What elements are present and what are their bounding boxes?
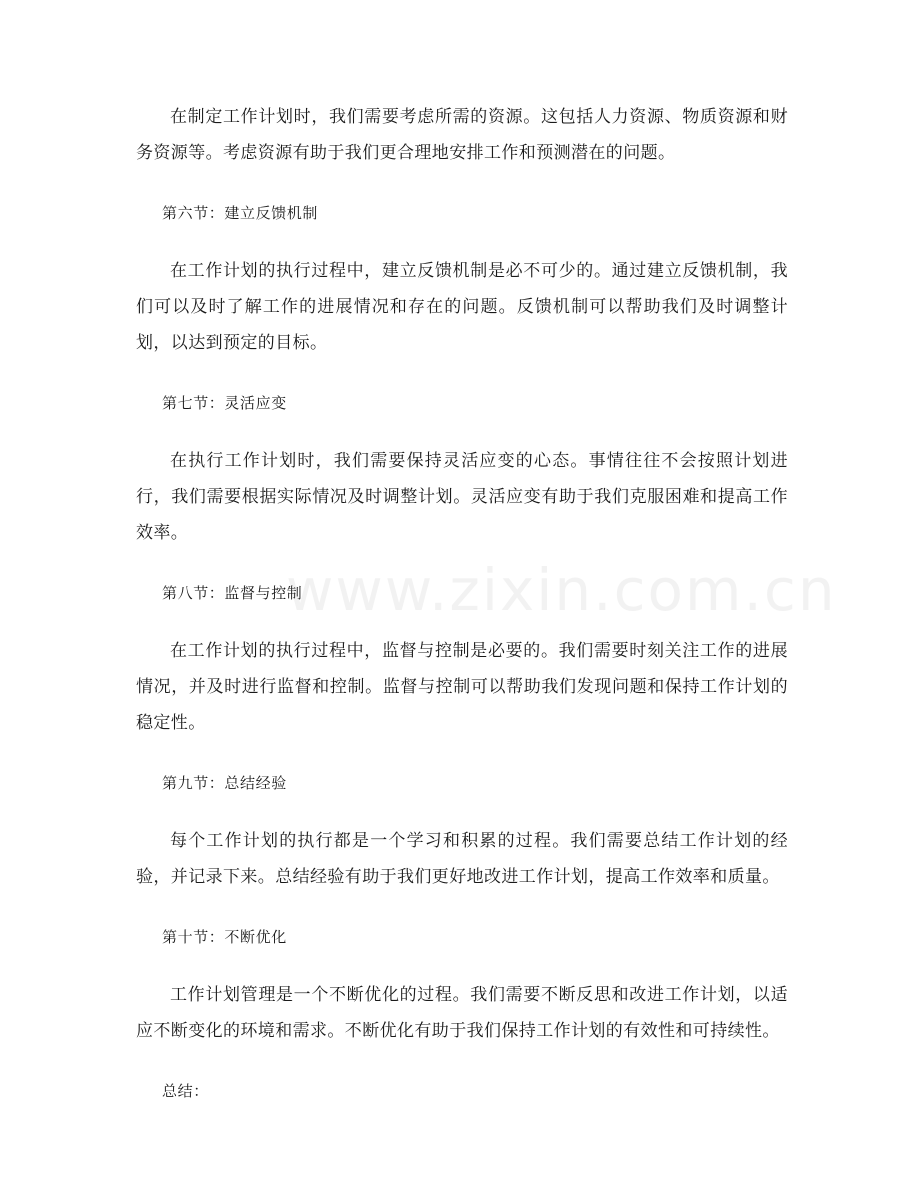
section-heading-10: 第十节：不断优化 (162, 928, 287, 946)
paragraph-resources: 在制定工作计划时，我们需要考虑所需的资源。这包括人力资源、物质资源和财务资源等。考虑资源有助于我们更合理地安排工作和预测潜在的问题。 (136, 107, 788, 163)
section-heading-6: 第六节：建立反馈机制 (162, 204, 319, 222)
watermark-text: www.zixin.com.cn (286, 556, 837, 624)
section-heading-7: 第七节：灵活应变 (162, 394, 287, 412)
document-body (136, 99, 788, 1109)
section-heading-9: 第九节：总结经验 (162, 774, 287, 792)
paragraph-feedback: 在工作计划的执行过程中，建立反馈机制是必不可少的。通过建立反馈机制，我们可以及时了解工作的进展情况和存在的问题。反馈机制可以帮助我们及时调整计划，以达到预定的目标。 (136, 261, 788, 353)
summary-heading: 总结： (162, 1082, 209, 1100)
section-heading-8: 第八节：监督与控制 (162, 584, 303, 602)
paragraph-flexibility: 在执行工作计划时，我们需要保持灵活应变的心态。事情往往不会按照计划进行，我们需要根据实际情况及时调整计划。灵活应变有助于我们克服困难和提高工作效率。 (136, 451, 788, 543)
paragraph-optimization: 工作计划管理是一个不断优化的过程。我们需要不断反思和改进工作计划，以适应不断变化的环境和需求。不断优化有助于我们保持工作计划的有效性和可持续性。 (136, 985, 788, 1041)
paragraph-supervision: 在工作计划的执行过程中，监督与控制是必要的。我们需要时刻关注工作的进展情况，并及时进行监督和控制。监督与控制可以帮助我们发现问题和保持工作计划的稳定性。 (136, 641, 788, 733)
paragraph-experience: 每个工作计划的执行都是一个学习和积累的过程。我们需要总结工作计划的经验，并记录下来。总结经验有助于我们更好地改进工作计划，提高工作效率和质量。 (136, 831, 788, 887)
